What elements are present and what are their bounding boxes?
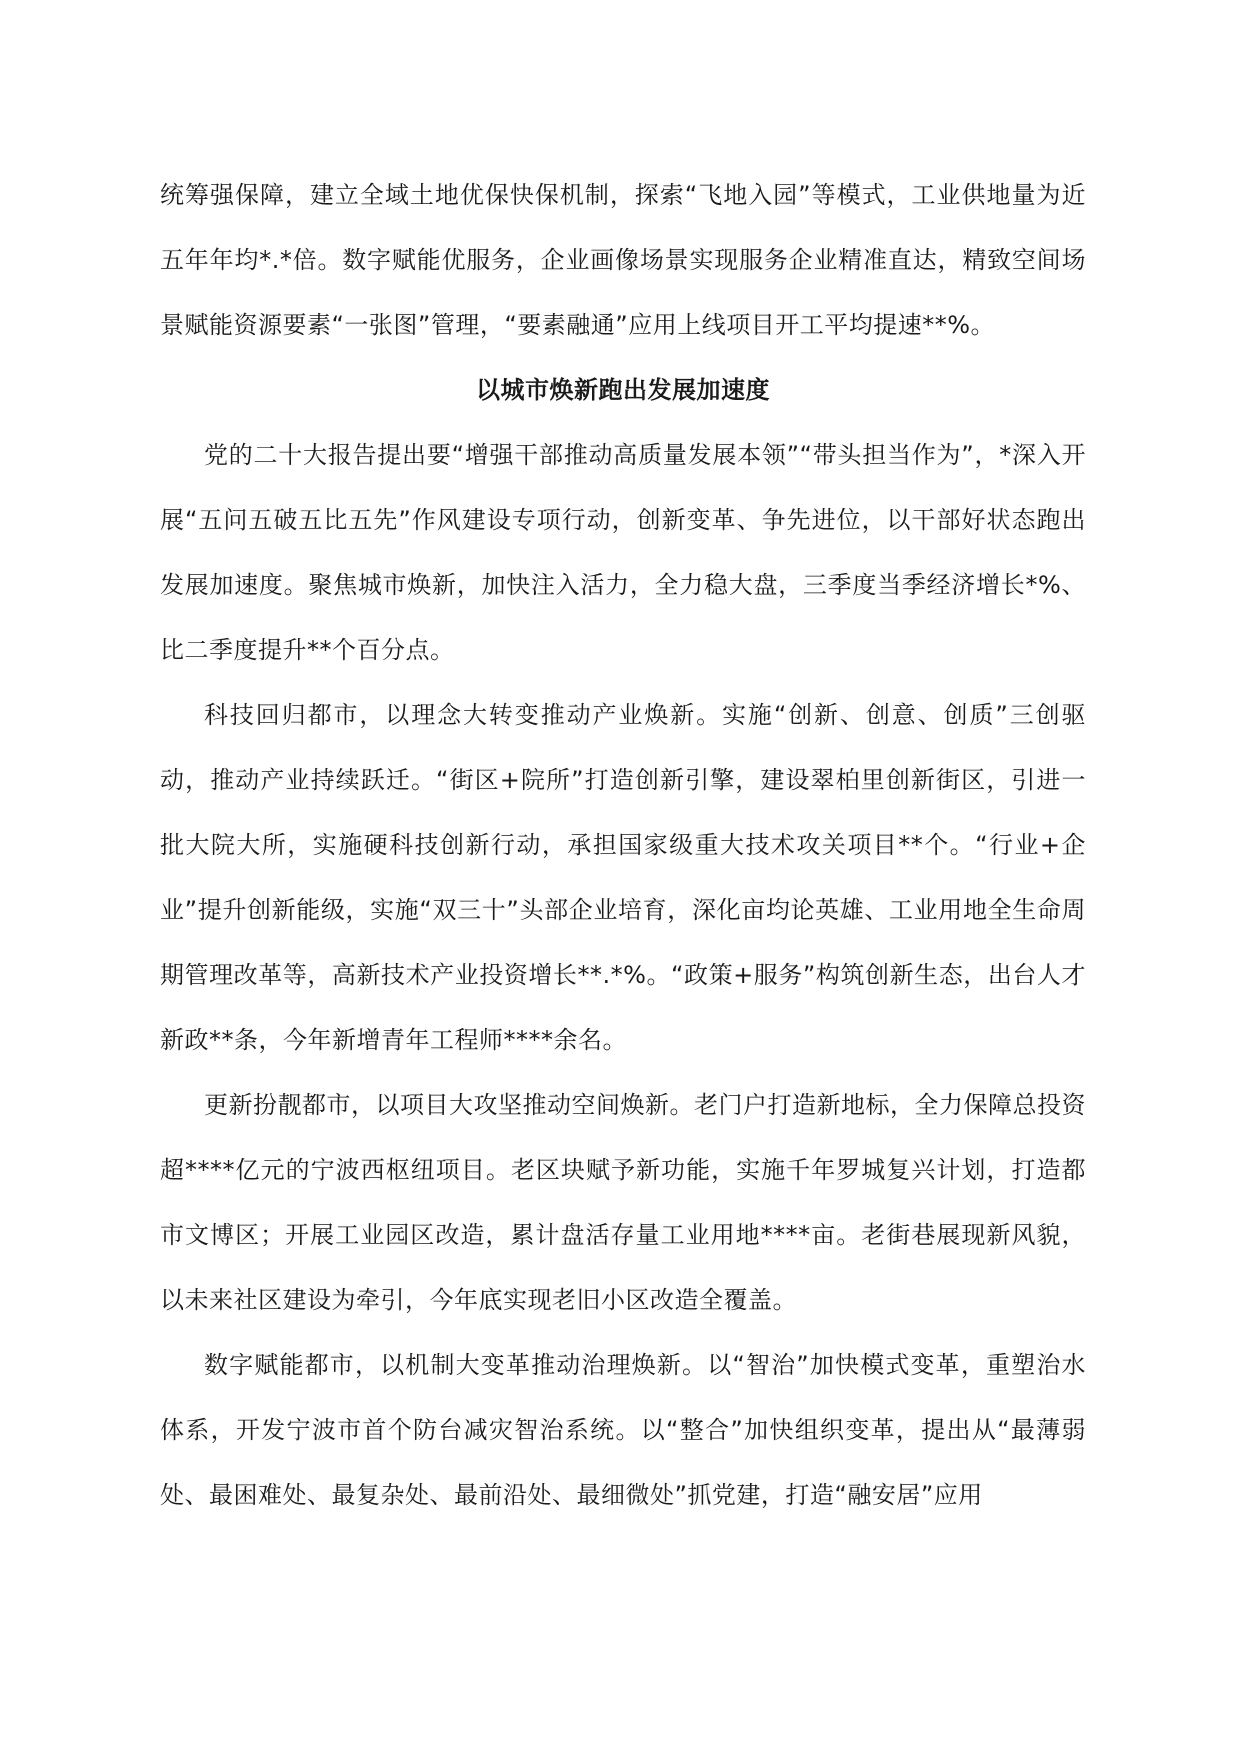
body-paragraph-2: 科技回归都市，以理念大转变推动产业焕新。实施“创新、创意、创质”三创驱动，推动产业持续跃迁。“街区+院所”打造创新引擎，建设翠柏里创新街区，引进一批大院大所，实施硬科技创新行动，承担国家级重大技术攻关项目**个。“行业+企业”提升创新能级，实施“双三十”头部企业培育，深化亩均论英雄、工业用地全生命周期管理改革等，高新技术产业投资增长**.*%。“政策+服务”构筑创新生态，出台人才新政**条，今年新增青年工程师****余名。 bbox=[160, 701, 1086, 1054]
body-paragraph-4: 数字赋能都市，以机制大变革推动治理焕新。以“智治”加快模式变革，重塑治水体系，开发宁波市首个防台减灾智治系统。以“整合”加快组织变革，提出从“最薄弱处、最困难处、最复杂处、最前沿处、最细微处”抓党建，打造“融安居”应用 bbox=[160, 1351, 1086, 1509]
section-heading: 以城市焕新跑出发展加速度 bbox=[476, 376, 770, 404]
intro-paragraph: 统筹强保障，建立全域土地优保快保机制，探索“飞地入园”等模式，工业供地量为近五年年均*.*倍。数字赋能优服务，企业画像场景实现服务企业精准直达，精致空间场景赋能资源要素“一张图”管理，“要素融通”应用上线项目开工平均提速**%。 bbox=[160, 181, 1086, 339]
document-page bbox=[160, 163, 1086, 1528]
body-paragraph-1: 党的二十大报告提出要“增强干部推动高质量发展本领”“带头担当作为”，*深入开展“五问五破五比五先”作风建设专项行动，创新变革、争先进位，以干部好状态跑出发展加速度。聚焦城市焕新，加快注入活力，全力稳大盘，三季度当季经济增长*%、比二季度提升**个百分点。 bbox=[160, 441, 1086, 664]
body-paragraph-3: 更新扮靓都市，以项目大攻坚推动空间焕新。老门户打造新地标，全力保障总投资超****亿元的宁波西枢纽项目。老区块赋予新功能，实施千年罗城复兴计划，打造都市文博区；开展工业园区改造，累计盘活存量工业用地****亩。老街巷展现新风貌，以未来社区建设为牵引，今年底实现老旧小区改造全覆盖。 bbox=[160, 1091, 1086, 1314]
